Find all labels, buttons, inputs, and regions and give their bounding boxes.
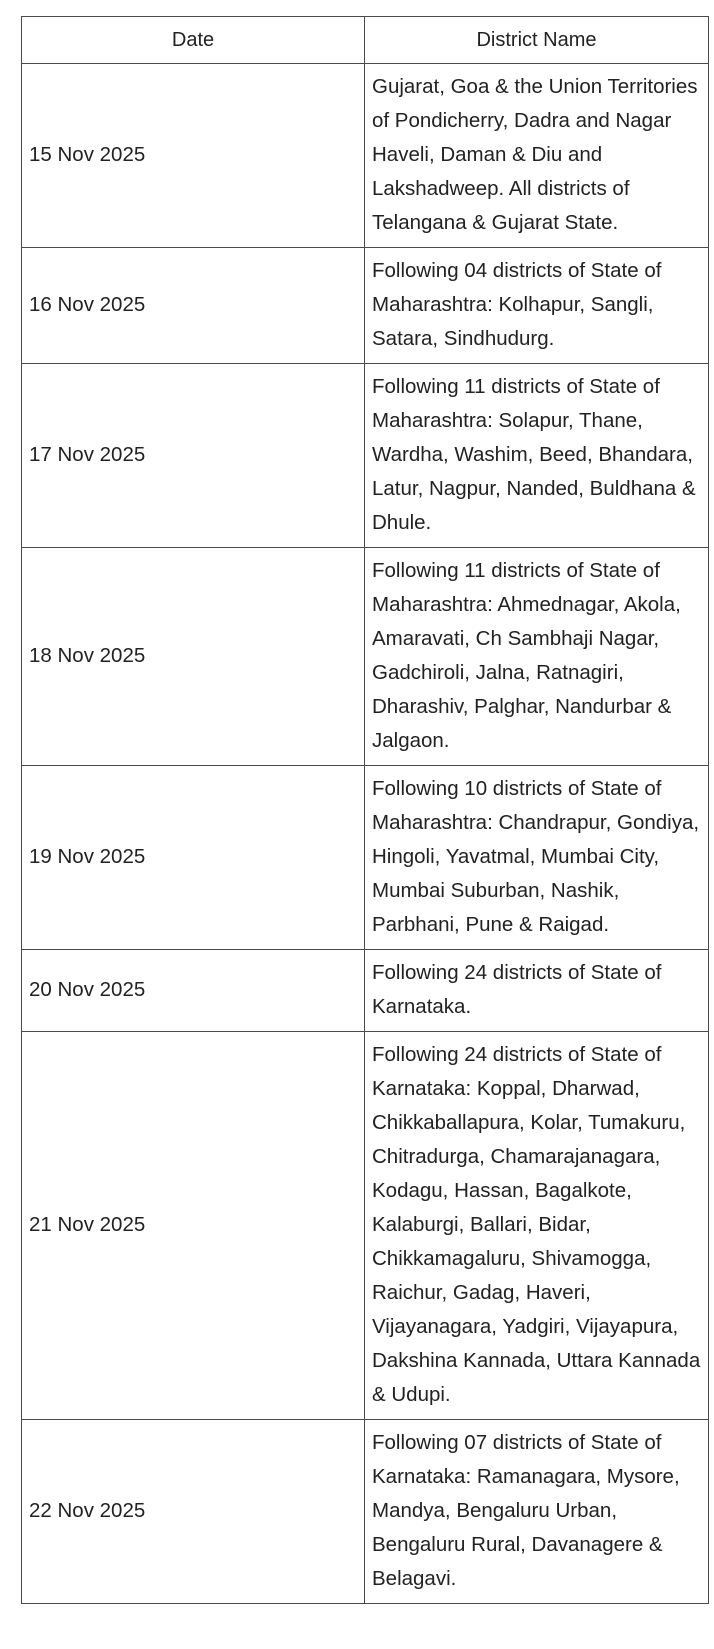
district-cell: Following 24 districts of State of Karnataka: Koppal, Dharwad, Chikkaballapura, Kolar, Tumakuru, Chitradurga, Chamarajanagara, Kodagu, Hassan, Bagalkote, Kalaburgi, Ballari, Bidar, Chikkamagaluru, Shivamogga, Raichur, Gadag, Haveri, Vijayanagara, Yadgiri, Vijayapura, Dakshina Kannada, Uttara Kannada & Udupi. (365, 1032, 709, 1420)
district-cell: Gujarat, Goa & the Union Territories of Pondicherry, Dadra and Nagar Haveli, Daman & Diu and Lakshadweep. All districts of Telangana & Gujarat State. (365, 64, 709, 248)
table-row (22, 1032, 709, 1420)
table-row (22, 1420, 709, 1604)
district-cell: Following 24 districts of State of Karnataka. (365, 950, 709, 1032)
schedule-table-container (21, 16, 708, 1604)
table-row (22, 364, 709, 548)
table-row (22, 548, 709, 766)
table-row (22, 950, 709, 1032)
date-cell: 20 Nov 2025 (22, 950, 365, 1032)
date-cell: 19 Nov 2025 (22, 766, 365, 950)
district-cell: Following 11 districts of State of Maharashtra: Solapur, Thane, Wardha, Washim, Beed, Bhandara, Latur, Nagpur, Nanded, Buldhana & Dhule. (365, 364, 709, 548)
date-cell: 15 Nov 2025 (22, 64, 365, 248)
table-row (22, 248, 709, 364)
table-row (22, 64, 709, 248)
district-cell: Following 11 districts of State of Maharashtra: Ahmednagar, Akola, Amaravati, Ch Sambhaji Nagar, Gadchiroli, Jalna, Ratnagiri, Dharashiv, Palghar, Nandurbar & Jalgaon. (365, 548, 709, 766)
date-cell: 16 Nov 2025 (22, 248, 365, 364)
table-row (22, 766, 709, 950)
date-column-header: Date (22, 17, 365, 64)
schedule-table (21, 16, 709, 1604)
district-cell: Following 07 districts of State of Karnataka: Ramanagara, Mysore, Mandya, Bengaluru Urban, Bengaluru Rural, Davanagere & Belagavi. (365, 1420, 709, 1604)
district-name-column-header: District Name (365, 17, 709, 64)
district-cell: Following 10 districts of State of Maharashtra: Chandrapur, Gondiya, Hingoli, Yavatmal, Mumbai City, Mumbai Suburban, Nashik, Parbhani, Pune & Raigad. (365, 766, 709, 950)
date-cell: 22 Nov 2025 (22, 1420, 365, 1604)
date-cell: 18 Nov 2025 (22, 548, 365, 766)
date-cell: 17 Nov 2025 (22, 364, 365, 548)
district-cell: Following 04 districts of State of Maharashtra: Kolhapur, Sangli, Satara, Sindhudurg. (365, 248, 709, 364)
date-cell: 21 Nov 2025 (22, 1032, 365, 1420)
table-header-row (22, 17, 709, 64)
